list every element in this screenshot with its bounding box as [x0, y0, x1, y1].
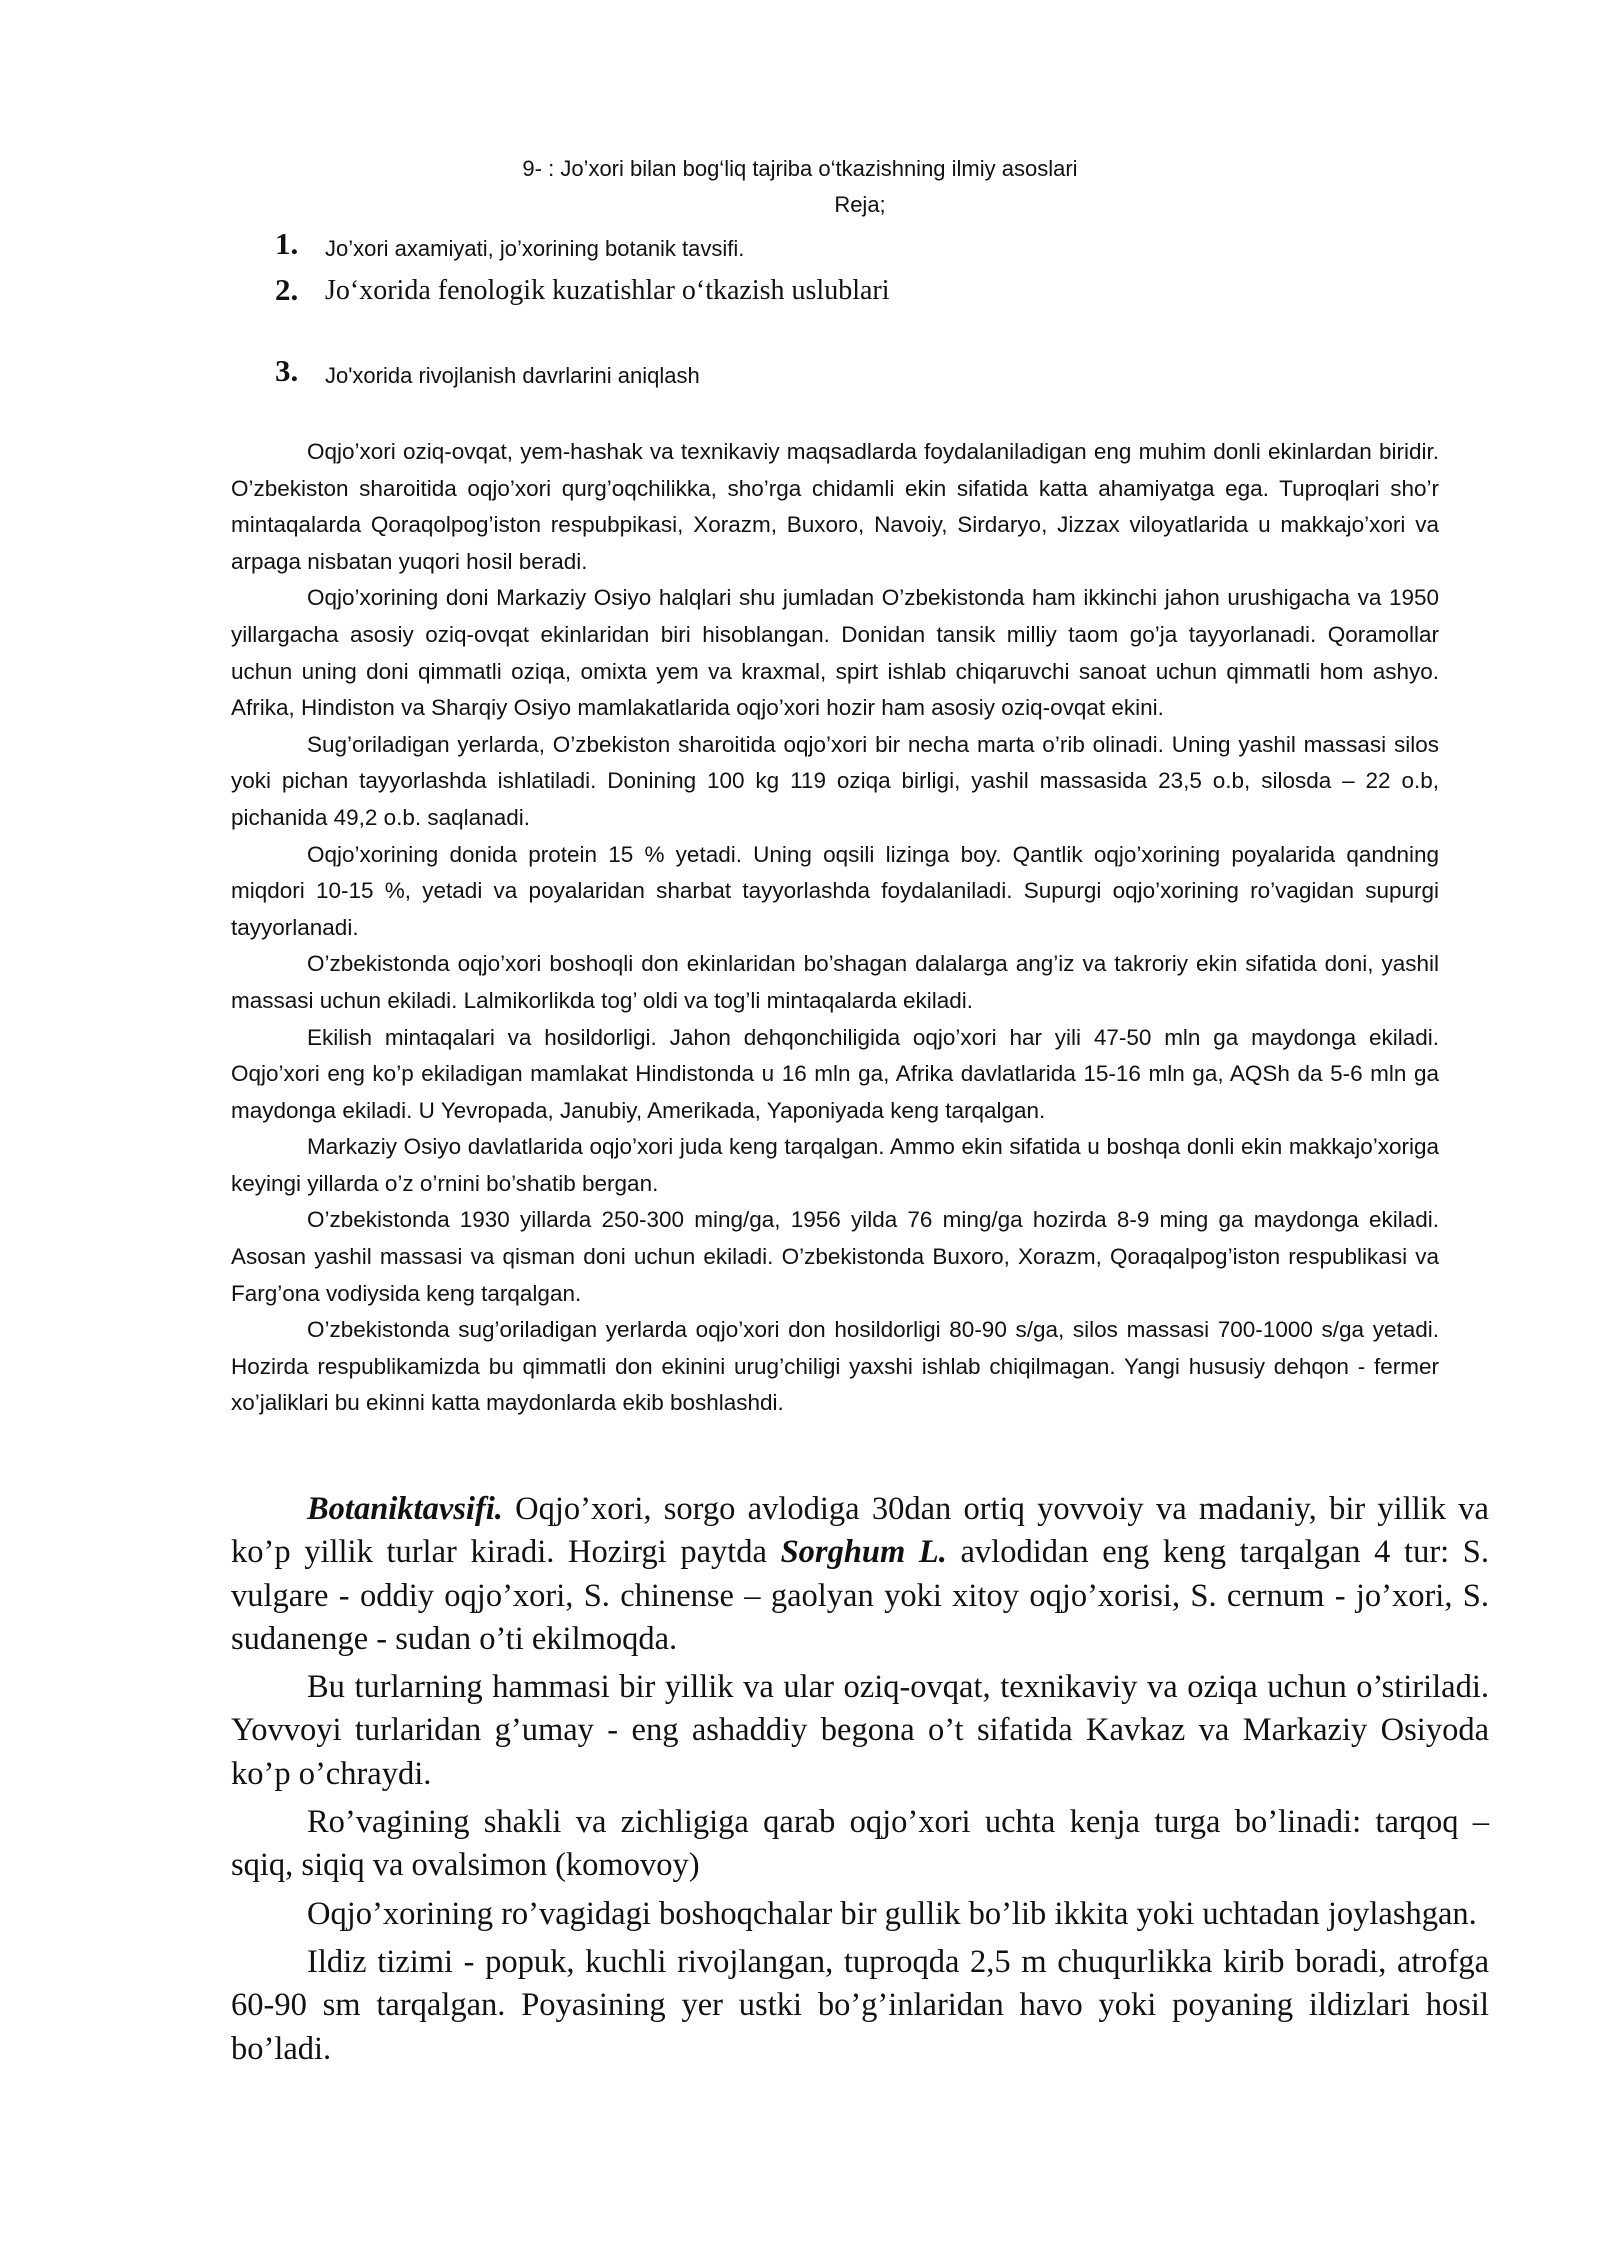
- botanic-section: [231, 1488, 1489, 2076]
- plan-item-number: 1.: [275, 226, 299, 261]
- paragraph: Oqjo’xori oziq-ovqat, yem-hashak va texnikaviy maqsadlarda foydalaniladigan eng muhim donli ekinlardan biridir. O’zbekiston sharoitida oqjo’xori qurg’oqchilikka, sho’rga chidamli ekin sifatida katta ahamiyatga ega. Tuproqlari sho’r mintaqalarda Qoraqolpog’iston respubpikasi, Xorazm, Buxoro, Navoiy, Sirdaryo, Jizzax viloyatlarida u makkajo’xori va arpaga nisbatan yuqori hosil beradi.: [231, 439, 1439, 574]
- section-lead: Botaniktavsifi.: [307, 1491, 503, 1527]
- document-title: 9- : Jo’xori bilan bog‘liq tajriba o‘tkazishning ilmiy asoslari: [522, 156, 1078, 181]
- paragraph: O’zbekistonda oqjo’xori boshoqli don ekinlaridan bo’shagan dalalarga ang’iz va takroriy ekin sifatida doni, yashil massasi uchun ekiladi. Lalmikorlikda tog’ oldi va tog’li mintaqalarda ekiladi.: [231, 951, 1439, 1013]
- genus-name: Sorghum L.: [780, 1534, 947, 1571]
- botanic-paragraph-2: Bu turlarning hammasi bir yillik va ular oziq-ovqat, texnikaviy va oziqa uchun o’stiriladi. Yovvoyi turlaridan g’umay - eng ashaddiy begona o’t sifatida Kavkaz va Markaziy Osiyoda ko’p o’chraydi.: [231, 1669, 1489, 1792]
- paragraph-text: avlodidan eng keng tarqalgan 4 tur: S. vulgare - oddiy oqjo’xori, S. chinense – gaolyan yoki xitoy oqjo’xorisi, S. cernum - jo’xori, S. sudanenge - sudan o’ti ekilmoqda.: [231, 1534, 1489, 1657]
- plan-item-text: Jo’xori axamiyati, jo’xorining botanik tavsifi.: [325, 236, 745, 261]
- botanic-paragraph-5: Ildiz tizimi - popuk, kuchli rivojlangan, tuproqda 2,5 m chuqurlikka kirib boradi, atrofga 60-90 sm tarqalgan. Poyasining yer ustki bo’g’inlaridan havo yoki poyaning ildizlari hosil bo’ladi.: [231, 1943, 1489, 2067]
- botanic-paragraph-1: [231, 1488, 1489, 1661]
- paragraph: Sug’oriladigan yerlarda, O’zbekiston sharoitida oqjo’xori bir necha marta o’rib olinadi. Uning yashil massasi silos yoki pichan tayyorlashda ishlatiladi. Donining 100 kg 119 oziqa birligi, yashil massasida 23,5 o.b, silosda – 22 o.b, pichanida 49,2 o.b. saqlanadi.: [231, 731, 1439, 830]
- paragraph: O’zbekistonda sug’oriladigan yerlarda oqjo’xori don hosildorligi 80-90 s/ga, silos massasi 700-1000 s/ga yetadi. Hozirda respublikamizda bu qimmatli don ekinini urug’chiligi yaxshi ishlab chiqilmagan. Yangi hususiy dehqon - fermer xo’jaliklari bu ekinni katta maydonlarda ekib boshlashdi.: [231, 1317, 1439, 1416]
- paragraph: Oqjo’xorining doni Markaziy Osiyo halqlari shu jumladan O’zbekistonda ham ikkinchi jahon urushigacha va 1950 yillargacha asosiy oziq-ovqat ekinlaridan biri hisoblangan. Donidan tansik milliy taom go’ja tayyorlanadi. Qoramollar uchun uning doni qimmatli oziqa, omixta yem va kraxmal, spirt ishlab chiqaruvchi sanoat uchun qimmatli hom ashyo. Afrika, Hindiston va Sharqiy Osiyo mamlakatlarida oqjo’xori hozir ham asosiy oziq-ovqat ekini.: [231, 585, 1439, 721]
- paragraph: Ekilish mintaqalari va hosildorligi. Jahon dehqonchiligida oqjo’xori har yili 47-50 mln ga maydonga ekiladi. Oqjo’xori eng ko’p ekiladigan mamlakat Hindistonda u 16 mln ga, Afrika davlatlarida 15-16 mln ga, AQSh da 5-6 mln ga maydonga ekiladi. U Yevropada, Janubiy, Amerikada, Yaponiyada keng tarqalgan.: [231, 1024, 1439, 1123]
- plan-item-number: 2.: [275, 272, 299, 307]
- plan-item-text: Jo‘xorida fenologik kuzatishlar o‘tkazish uslublari: [325, 275, 890, 306]
- intro-text: [231, 434, 1439, 1422]
- plan-heading: Reja;: [834, 192, 886, 217]
- paragraph: O’zbekistonda 1930 yillarda 250-300 ming/ga, 1956 yilda 76 ming/ga hozirda 8-9 ming ga maydonga ekiladi. Asosan yashil massasi va qisman doni uchun ekiladi. O’zbekistonda Buxoro, Xorazm, Qoraqalpog’iston respublikasi va Farg’ona vodiysida keng tarqalgan.: [231, 1207, 1439, 1306]
- paragraph: Oqjo’xorining donida protein 15 % yetadi. Uning oqsili lizinga boy. Qantlik oqjo’xorining poyalarida qandning miqdori 10-15 %, yetadi va poyalaridan sharbat tayyorlashda foydalaniladi. Supurgi oqjo’xorining ro’vagidan supurgi tayyorlanadi.: [231, 841, 1439, 940]
- plan-item-number: 3.: [275, 353, 299, 388]
- botanic-paragraph-4: Oqjo’xorining ro’vagidagi boshoqchalar bir gullik bo’lib ikkita yoki uchtadan joylashgan.: [307, 1895, 1477, 1932]
- paragraph-text: Oqjo’xori, sorgo avlodiga 30dan ortiq yovvoiy va madaniy, bir yillik va ko’p yillik turlar kiradi. Hozirgi paytda: [231, 1491, 1489, 1571]
- paragraph: Markaziy Osiyo davlatlarida oqjo’xori juda keng tarqalgan. Ammo ekin sifatida u boshqa donli ekin makkajo’xoriga keyingi yillarda o’z o’rnini bo’shatib bergan.: [231, 1134, 1439, 1196]
- botanic-paragraph-3: Ro’vagining shakli va zichligiga qarab oqjo’xori uchta kenja turga bo’linadi: tarqoq – sqiq, siqiq va ovalsimon (komovoy): [231, 1804, 1489, 1884]
- plan-item-text: Jo'xorida rivojlanish davrlarini aniqlash: [325, 363, 700, 388]
